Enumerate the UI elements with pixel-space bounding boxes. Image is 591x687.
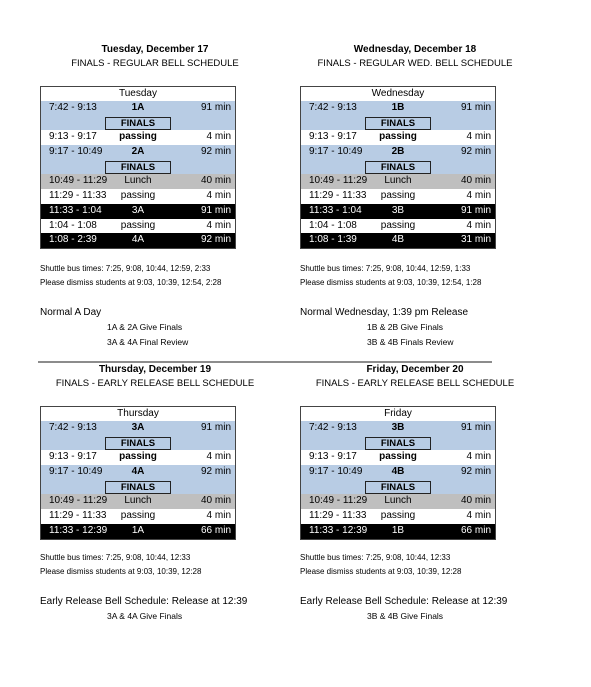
period-duration: 4 min <box>206 510 231 522</box>
period-duration: 91 min <box>460 102 491 113</box>
period-duration: 40 min <box>200 175 231 187</box>
period-duration: 31 min <box>460 234 491 246</box>
period-label: 2B <box>391 146 405 158</box>
day-summary <box>300 306 550 350</box>
period-label: 3B <box>391 422 405 433</box>
table-row <box>41 204 235 219</box>
finals-note: 3A & 4A Final Review <box>107 337 189 347</box>
period-time: 11:33 - 12:39 <box>49 524 108 536</box>
period-time: 10:49 - 11:29 <box>49 495 108 507</box>
finals-label: FINALS <box>105 481 171 494</box>
period-duration: 4 min <box>206 451 231 463</box>
period-time: 1:04 - 1:08 <box>49 219 97 231</box>
table-row <box>41 509 235 524</box>
period-label: passing <box>379 451 417 463</box>
schedule-panel-friday <box>280 363 550 621</box>
day-title: Friday, December 20 <box>366 364 464 375</box>
period-time: 1:08 - 2:39 <box>49 234 97 246</box>
period-time: 1:04 - 1:08 <box>309 219 357 231</box>
table-row <box>301 189 495 204</box>
bell-schedule-table <box>300 86 496 249</box>
period-label: 4A <box>131 234 145 246</box>
period-duration: 91 min <box>200 204 231 216</box>
shuttle-notes <box>300 551 461 579</box>
period-time: 9:13 - 9:17 <box>309 131 357 143</box>
finals-note: 3B & 4B Finals Review <box>367 337 454 347</box>
table-header: Tuesday <box>41 87 235 101</box>
table-row <box>41 219 235 234</box>
period-duration: 92 min <box>460 146 491 158</box>
table-row <box>301 145 495 160</box>
bell-schedule-table <box>40 86 236 249</box>
period-time: 7:42 - 9:13 <box>49 422 97 433</box>
period-label: 4A <box>131 466 145 478</box>
day-summary <box>40 595 290 624</box>
period-time: 9:17 - 10:49 <box>49 466 103 478</box>
schedule-panel-thursday <box>20 363 290 621</box>
finals-row <box>41 480 235 495</box>
period-label: 1B <box>391 524 405 536</box>
period-duration: 66 min <box>200 524 231 536</box>
day-type: Normal Wednesday, 1:39 pm Release <box>300 307 469 318</box>
table-row <box>301 524 495 539</box>
period-duration: 4 min <box>206 190 231 202</box>
period-time: 11:29 - 11:33 <box>309 510 367 522</box>
finals-note: 1A & 2A Give Finals <box>107 322 183 332</box>
period-duration: 91 min <box>200 422 231 433</box>
period-label: Lunch <box>384 175 412 187</box>
period-time: 10:49 - 11:29 <box>49 175 108 187</box>
period-duration: 4 min <box>466 131 491 143</box>
table-row <box>301 465 495 480</box>
table-header: Wednesday <box>301 87 495 101</box>
schedule-panel-tuesday <box>20 43 290 347</box>
day-title: Tuesday, December 17 <box>101 44 209 55</box>
shuttle-times: Shuttle bus times: 7:25, 9:08, 10:44, 12:59, 2:33 <box>40 264 211 273</box>
period-label: passing <box>120 219 156 231</box>
period-time: 11:29 - 11:33 <box>49 510 107 522</box>
table-header: Friday <box>301 407 495 421</box>
period-label: 2A <box>131 146 145 158</box>
table-row <box>41 145 235 160</box>
finals-row <box>41 436 235 451</box>
table-row <box>41 174 235 189</box>
period-label: Lunch <box>124 495 152 507</box>
period-label: passing <box>380 190 416 202</box>
period-time: 7:42 - 9:13 <box>309 102 357 113</box>
period-label: 4B <box>391 466 405 478</box>
day-type: Normal A Day <box>40 307 102 318</box>
table-row <box>301 130 495 145</box>
table-row <box>301 174 495 189</box>
finals-label: FINALS <box>105 117 171 130</box>
day-title: Wednesday, December 18 <box>353 44 477 55</box>
period-label: passing <box>119 451 157 463</box>
table-row <box>301 233 495 248</box>
period-time: 11:33 - 1:04 <box>49 204 102 216</box>
period-time: 7:42 - 9:13 <box>49 102 97 113</box>
period-time: 11:33 - 12:39 <box>309 524 368 536</box>
table-row <box>301 494 495 509</box>
finals-label: FINALS <box>365 161 431 174</box>
finals-row <box>301 436 495 451</box>
finals-row <box>301 160 495 175</box>
finals-row <box>41 160 235 175</box>
finals-note: 1B & 2B Give Finals <box>367 322 444 332</box>
finals-label: FINALS <box>365 117 431 130</box>
dismiss-times: Please dismiss students at 9:03, 10:39, 12:28 <box>300 567 462 576</box>
finals-label: FINALS <box>105 161 171 174</box>
table-header: Thursday <box>41 407 235 421</box>
finals-note: 3B & 4B Give Finals <box>367 611 444 621</box>
period-label: 3A <box>131 422 145 433</box>
dismiss-times: Please dismiss students at 9:03, 10:39, 12:28 <box>40 567 202 576</box>
period-duration: 92 min <box>200 146 231 158</box>
finals-row <box>301 480 495 495</box>
period-label: 1B <box>391 102 405 113</box>
table-row <box>41 421 235 436</box>
schedule-panel-wednesday <box>280 43 550 347</box>
finals-label: FINALS <box>365 437 431 450</box>
period-time: 11:33 - 1:04 <box>309 204 362 216</box>
period-duration: 4 min <box>206 131 231 143</box>
finals-row <box>301 116 495 131</box>
dismiss-times: Please dismiss students at 9:03, 10:39, 12:54, 1:28 <box>300 278 482 287</box>
period-label: 3A <box>131 204 145 216</box>
period-time: 11:29 - 11:33 <box>309 190 367 202</box>
day-summary <box>300 595 550 624</box>
schedule-title: FINALS - EARLY RELEASE BELL SCHEDULE <box>315 378 515 389</box>
day-title: Thursday, December 19 <box>98 364 212 375</box>
period-duration: 4 min <box>206 219 231 231</box>
period-label: passing <box>380 219 416 231</box>
period-time: 9:13 - 9:17 <box>49 451 97 463</box>
period-time: 9:17 - 10:49 <box>309 466 363 478</box>
period-time: 9:17 - 10:49 <box>309 146 363 158</box>
period-duration: 40 min <box>460 175 491 187</box>
period-time: 10:49 - 11:29 <box>309 175 368 187</box>
shuttle-times: Shuttle bus times: 7:25, 9:08, 10:44, 12:33 <box>40 553 191 562</box>
table-row <box>41 101 235 116</box>
period-label: 3B <box>391 204 405 216</box>
period-duration: 91 min <box>200 102 231 113</box>
shuttle-notes <box>40 551 201 579</box>
period-label: passing <box>119 131 157 143</box>
period-duration: 4 min <box>466 219 491 231</box>
shuttle-notes <box>40 262 221 290</box>
period-time: 9:13 - 9:17 <box>49 131 97 143</box>
table-row <box>41 524 235 539</box>
period-duration: 4 min <box>466 510 491 522</box>
table-row <box>41 494 235 509</box>
day-type: Early Release Bell Schedule: Release at 12:39 <box>40 596 248 607</box>
period-label: passing <box>380 510 416 522</box>
table-row <box>301 421 495 436</box>
shuttle-times: Shuttle bus times: 7:25, 9:08, 10:44, 12:59, 1:33 <box>300 264 471 273</box>
period-time: 11:29 - 11:33 <box>49 190 107 202</box>
table-row <box>301 101 495 116</box>
period-time: 10:49 - 11:29 <box>309 495 368 507</box>
table-row <box>41 465 235 480</box>
period-label: passing <box>379 131 417 143</box>
table-row <box>41 450 235 465</box>
period-label: passing <box>120 190 156 202</box>
period-time: 9:17 - 10:49 <box>49 146 103 158</box>
period-duration: 40 min <box>200 495 231 507</box>
period-label: 4B <box>391 234 405 246</box>
dismiss-times: Please dismiss students at 9:03, 10:39, 12:54, 2:28 <box>40 278 222 287</box>
finals-row <box>41 116 235 131</box>
table-row <box>301 204 495 219</box>
day-summary <box>40 306 290 350</box>
period-label: Lunch <box>124 175 152 187</box>
period-time: 9:13 - 9:17 <box>309 451 357 463</box>
table-row <box>301 450 495 465</box>
period-duration: 92 min <box>200 234 231 246</box>
finals-label: FINALS <box>365 481 431 494</box>
bell-schedule-table <box>40 406 236 540</box>
shuttle-times: Shuttle bus times: 7:25, 9:08, 10:44, 12:33 <box>300 553 451 562</box>
finals-label: FINALS <box>105 437 171 450</box>
period-duration: 91 min <box>460 204 491 216</box>
period-label: Lunch <box>384 495 412 507</box>
schedule-title: FINALS - EARLY RELEASE BELL SCHEDULE <box>55 378 255 389</box>
period-duration: 66 min <box>460 524 491 536</box>
period-duration: 91 min <box>460 422 491 433</box>
bell-schedule-table <box>300 406 496 540</box>
period-duration: 40 min <box>460 495 491 507</box>
table-row <box>301 509 495 524</box>
period-time: 7:42 - 9:13 <box>309 422 357 433</box>
period-time: 1:08 - 1:39 <box>309 234 357 246</box>
period-duration: 92 min <box>200 466 231 478</box>
table-row <box>41 189 235 204</box>
table-row <box>41 233 235 248</box>
table-row <box>41 130 235 145</box>
schedule-title: FINALS - REGULAR WED. BELL SCHEDULE <box>317 58 513 69</box>
finals-note: 3A & 4A Give Finals <box>107 611 183 621</box>
period-duration: 4 min <box>466 190 491 202</box>
period-label: passing <box>120 510 156 522</box>
period-label: 1A <box>131 524 145 536</box>
shuttle-notes <box>300 262 481 290</box>
period-label: 1A <box>131 102 145 113</box>
day-type: Early Release Bell Schedule: Release at 12:39 <box>300 596 508 607</box>
table-row <box>301 219 495 234</box>
period-duration: 92 min <box>460 466 491 478</box>
schedule-title: FINALS - REGULAR BELL SCHEDULE <box>71 58 239 69</box>
period-duration: 4 min <box>466 451 491 463</box>
